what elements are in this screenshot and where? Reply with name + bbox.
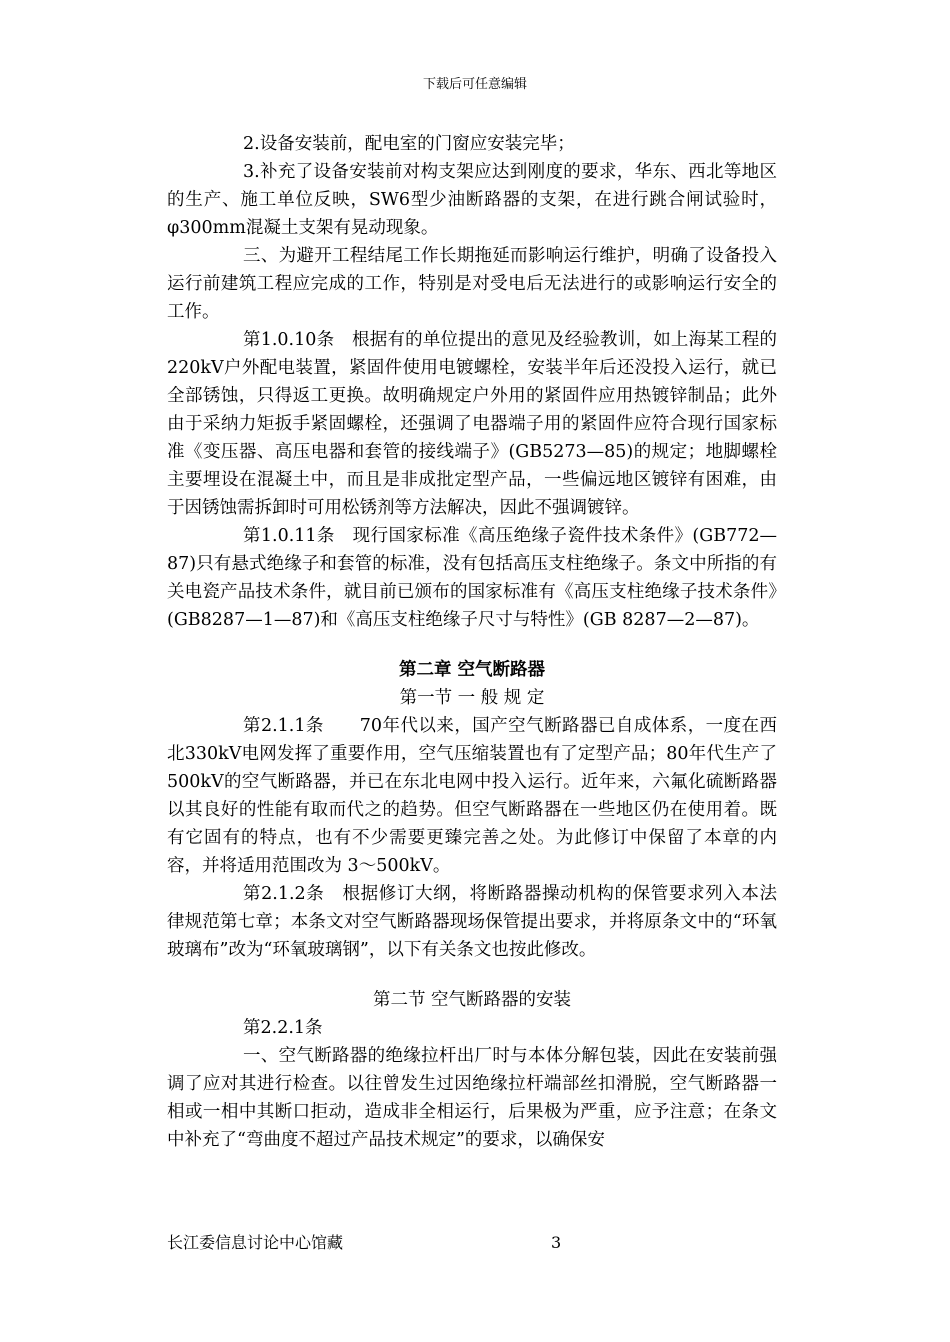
document-body [167,130,777,1154]
paragraph: 2.设备安装前，配电室的门窗应安装完毕； [243,134,575,154]
paragraph: 第2.2.1条 [243,1018,323,1038]
paragraph: 第2.1.1条 70年代以来，国产空气断路器已自成体系，一度在西北330kV电网发挥了重要作用，空气压缩装置也有了定型产品；80年代生产了500kV的空气断路器，并已在东北电网中投入运行。近年来，六氟化硫断路器以其良好的性能有取而代之的趋势。但空气断路器在一些地区仍在使用着。既有它固有的特点，也有不少需要更臻完善之处。为此修订中保留了本章的内容，并将适用范围改为 3～500kV。 [167,716,777,876]
chapter-title: 第二章 空气断路器 [398,660,546,680]
paragraph: 3.补充了设备安装前对构支架应达到刚度的要求，华东、西北等地区的生产、施工单位反映，SW6型少油断路器的支架，在进行跳合闸试验时，φ300mm混凝土支架有晃动现象。 [167,162,777,238]
spacer [167,964,777,986]
page-number: 3 [551,1233,562,1252]
paragraph: 第1.0.11条 现行国家标准《高压绝缘子瓷件技术条件》(GB772—87)只有悬式绝缘子和套管的标准，没有包括高压支柱绝缘子。条文中所指的有关电瓷产品技术条件，就目前已颁布的国家标准有《高压支柱绝缘子技术条件》(GB8287—1—87)和《高压支柱绝缘子尺寸与特性》(GB 8287—2—87)。 [167,526,777,630]
paragraph: 三、为避开工程结尾工作长期拖延而影响运行维护，明确了设备投入运行前建筑工程应完成的工作，特别是对受电后无法进行的或影响运行安全的工作。 [167,246,777,322]
paragraph: 第2.1.2条 根据修订大纲，将断路器操动机构的保管要求列入本法律规范第七章；本条文对空气断路器现场保管提出要求，并将原条文中的“环氧玻璃布”改为“环氧玻璃钢”，以下有关条文也按此修改。 [167,884,777,960]
spacer [167,634,777,656]
section-title: 第一节 一 般 规 定 [399,688,545,708]
footer-source: 长江委信息讨论中心馆藏 [167,1233,344,1252]
page-header: 下载后可任意编辑 [422,77,527,92]
paragraph: 第1.0.10条 根据有的单位提出的意见及经验教训，如上海某工程的220kV户外配电装置，紧固件使用电镀螺栓，安装半年后还没投入运行，就已全部锈蚀，只得返工更换。故明确规定户外用的紧固件应用热镀锌制品；此外由于采纳力矩扳手紧固螺栓，还强调了电器端子用的紧固件应符合现行国家标准《变压器、高压电器和套管的接线端子》(GB5273—85)的规定；地脚螺栓主要埋设在混凝土中，而且是非成批定型产品，一些偏远地区镀锌有困难，由于因锈蚀需拆卸时可用松锈剂等方法解决，因此不强调镀锌。 [167,330,777,518]
paragraph: 一、空气断路器的绝缘拉杆出厂时与本体分解包装，因此在安装前强调了应对其进行检查。以往曾发生过因绝缘拉杆端部丝扣滑脱，空气断路器一相或一相中其断口拒动，造成非全相运行，后果极为严重，应予注意；在条文中补充了“弯曲度不超过产品技术规定”的要求，以确保安 [167,1046,777,1150]
section-title: 第二节 空气断路器的安装 [372,990,572,1010]
